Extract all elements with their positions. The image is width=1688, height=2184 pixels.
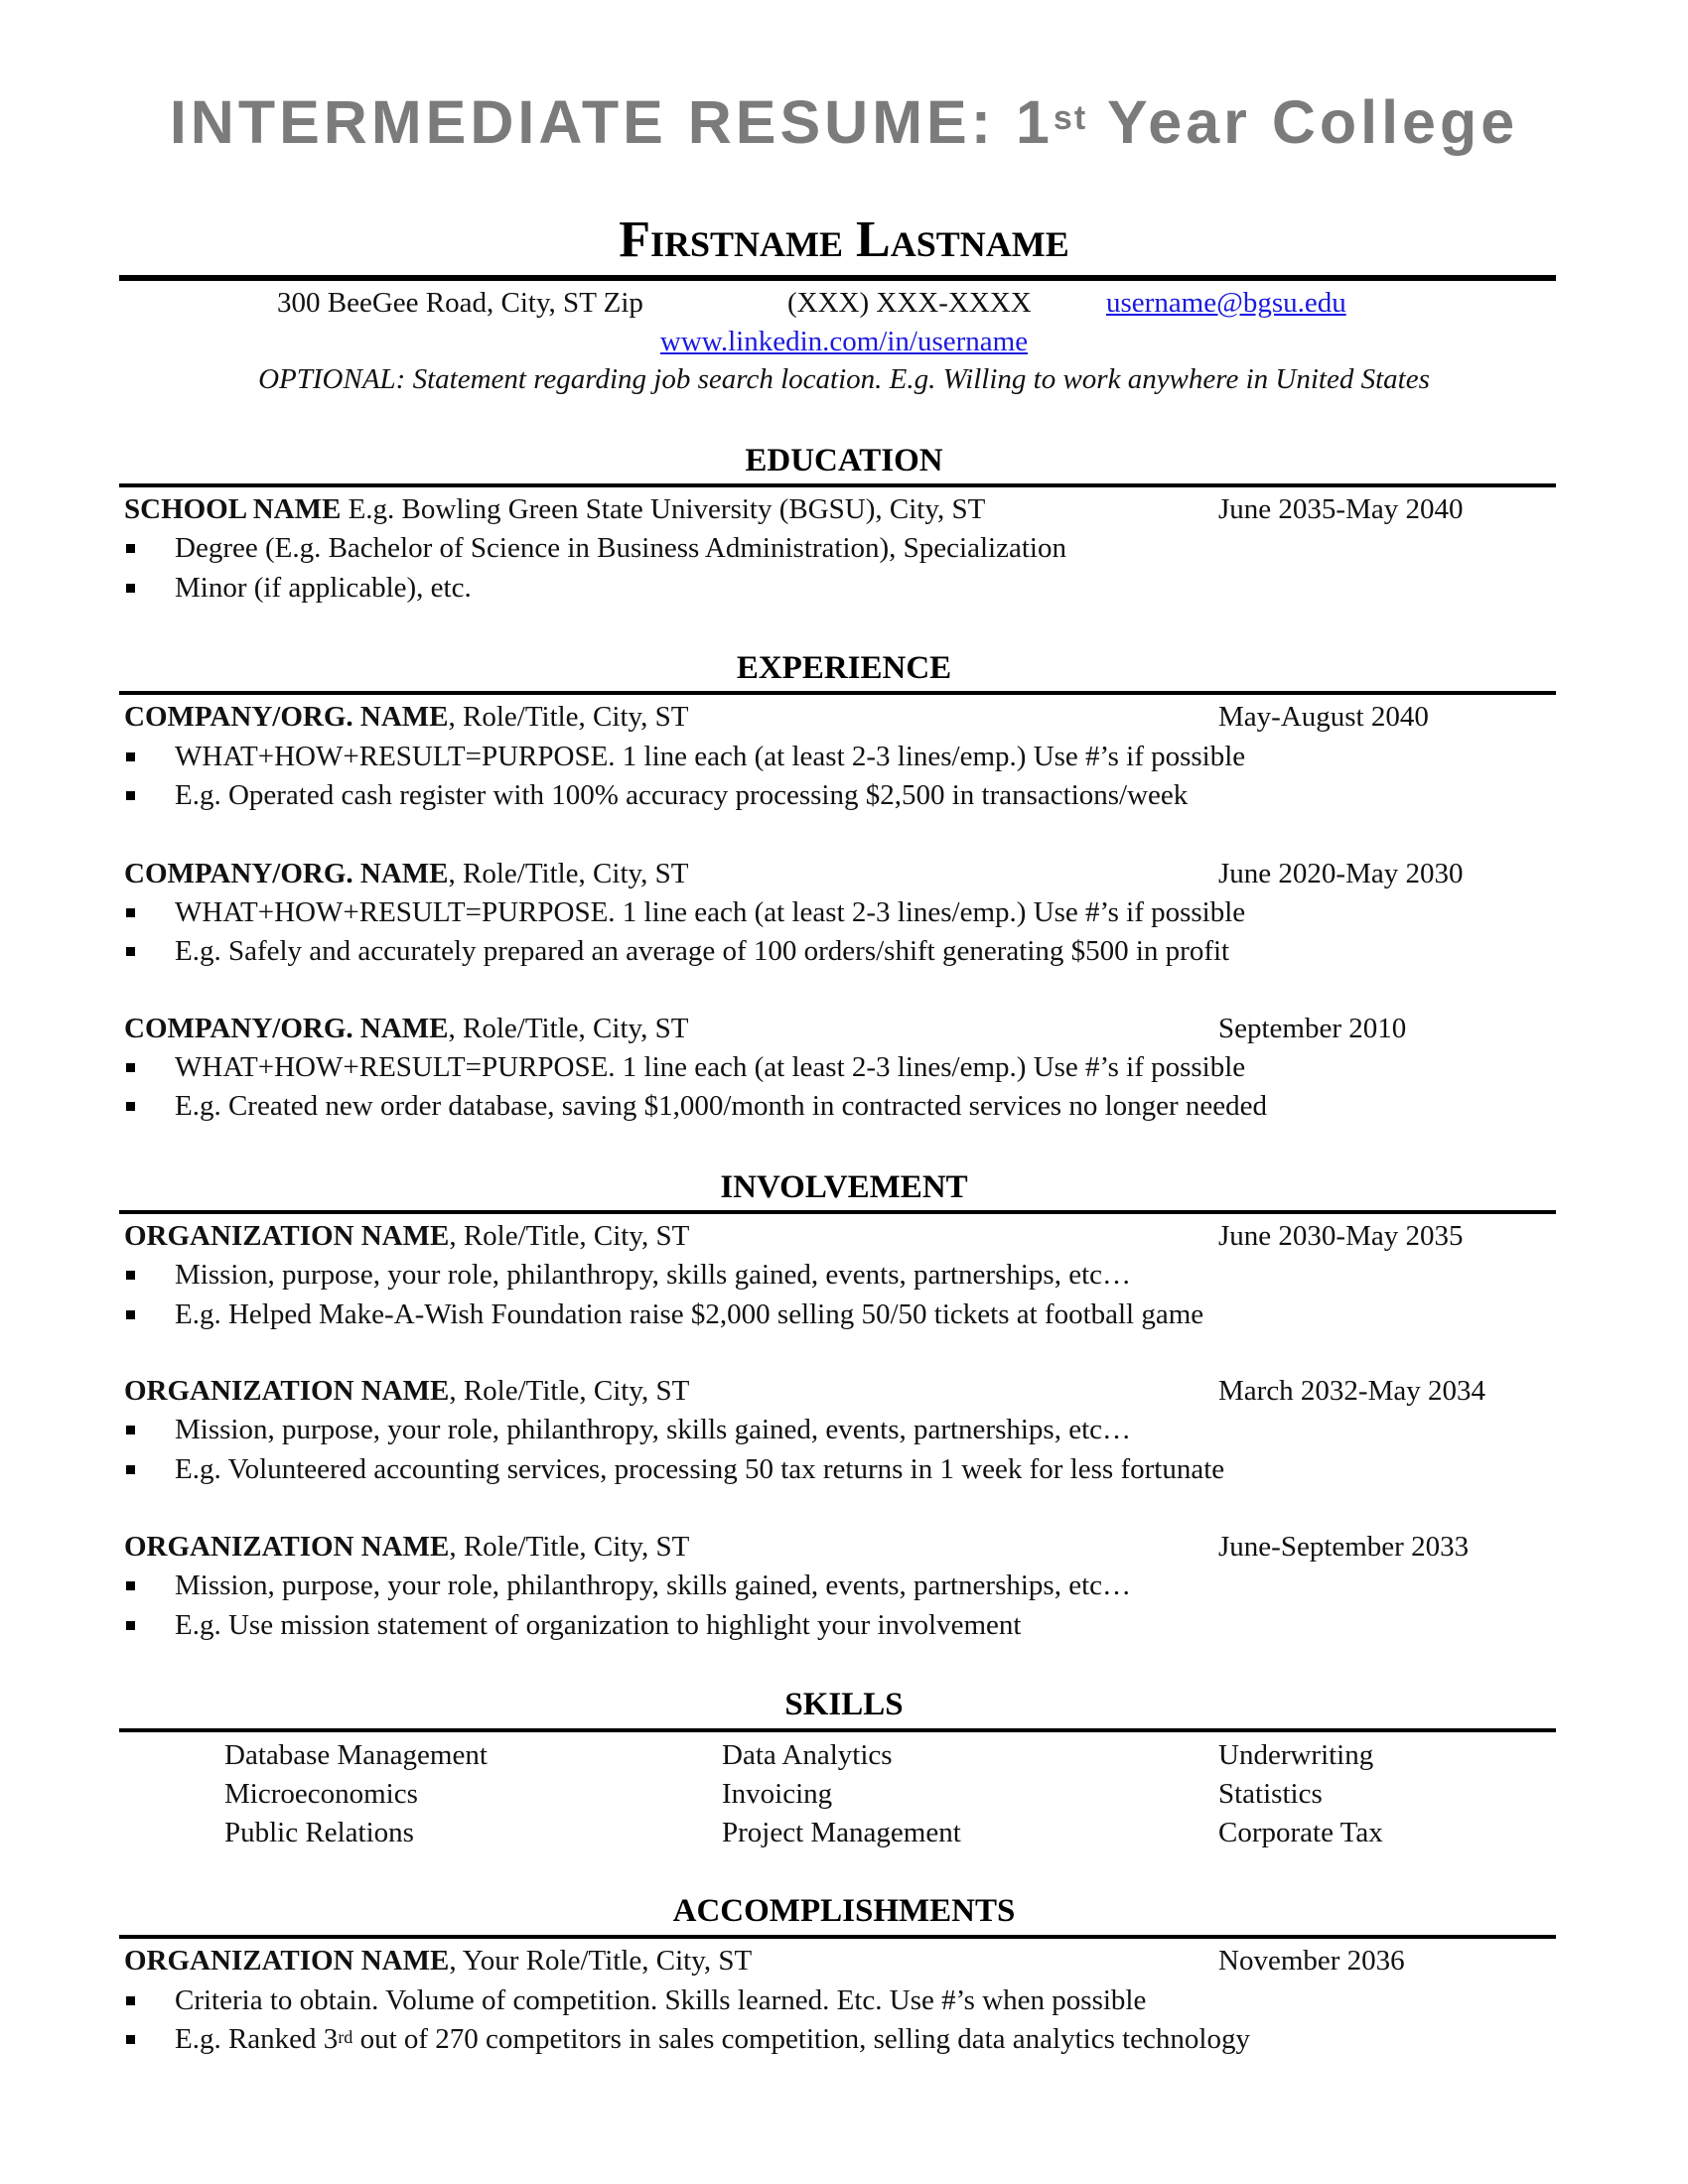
school-detail: E.g. Bowling Green State University (BGSU), City, ST (341, 493, 986, 525)
document-title-prefix: INTERMEDIATE RESUME: 1 (169, 88, 1054, 156)
organization-detail: , Role/Title, City, ST (449, 1531, 690, 1563)
section-divider-experience (119, 691, 1556, 695)
bullet-text: E.g. Use mission statement of organization to highlight your involvement (175, 1609, 1022, 1641)
bullet-icon (126, 1426, 135, 1434)
section-heading-involvement: INVOLVEMENT (720, 1169, 968, 1205)
entry-title (124, 1373, 689, 1409)
entry-title (124, 1529, 689, 1565)
bullet-icon (126, 1102, 135, 1111)
skill-item: Public Relations (224, 1817, 414, 1848)
document-title (0, 87, 1688, 157)
optional-statement: OPTIONAL: Statement regarding job search location. E.g. Willing to work anywhere in United States (258, 363, 1430, 395)
bullet-icon (126, 2035, 135, 2044)
bullet-icon (126, 1310, 135, 1319)
bullet-text: WHAT+HOW+RESULT=PURPOSE. 1 line each (at least 2-3 lines/emp.) Use #’s if possible (175, 1051, 1246, 1083)
entry-title (124, 856, 688, 891)
document-title-superscript: st (1053, 99, 1088, 137)
organization-detail: , Your Role/Title, City, ST (449, 1945, 753, 1977)
bullet-icon (126, 1996, 135, 2005)
bullet-text: Minor (if applicable), etc. (175, 572, 472, 604)
section-heading-accomplishments: ACCOMPLISHMENTS (672, 1893, 1016, 1929)
bullet-text: E.g. Safely and accurately prepared an average of 100 orders/shift generating $500 in profit (175, 935, 1230, 967)
bullet-icon (126, 544, 135, 553)
entry-date: June 2020-May 2030 (1218, 858, 1464, 889)
organization-name: ORGANIZATION NAME (124, 1375, 450, 1407)
organization-name: ORGANIZATION NAME (124, 1531, 450, 1563)
ordinal-suffix: rd (338, 2027, 353, 2047)
skill-item: Project Management (722, 1817, 961, 1848)
school-name: SCHOOL NAME (124, 493, 342, 525)
bullet-text: E.g. Operated cash register with 100% accuracy processing $2,500 in transactions/week (175, 779, 1189, 811)
company-detail: , Role/Title, City, ST (448, 1013, 689, 1044)
bullet-text: WHAT+HOW+RESULT=PURPOSE. 1 line each (at least 2-3 lines/emp.) Use #’s if possible (175, 741, 1246, 772)
company-detail: , Role/Title, City, ST (448, 701, 689, 733)
bullet-text (175, 2021, 1250, 2057)
bullet-text: E.g. Created new order database, saving $1,000/month in contracted services no longer needed (175, 1090, 1268, 1122)
skill-item: Data Analytics (722, 1739, 893, 1771)
organization-name: ORGANIZATION NAME (124, 1945, 450, 1977)
section-divider-accomplishments (119, 1935, 1556, 1939)
organization-detail: , Role/Title, City, ST (449, 1375, 690, 1407)
entry-date: June-September 2033 (1218, 1531, 1470, 1563)
section-heading-education: EDUCATION (745, 443, 943, 478)
bullet-icon (126, 791, 135, 800)
organization-name: ORGANIZATION NAME (124, 1220, 450, 1252)
bullet-icon (126, 752, 135, 761)
bullet-text: WHAT+HOW+RESULT=PURPOSE. 1 line each (at least 2-3 lines/emp.) Use #’s if possible (175, 896, 1246, 928)
contact-address: 300 BeeGee Road, City, ST Zip (277, 287, 643, 319)
bullet-icon (126, 1465, 135, 1474)
bullet-icon (126, 584, 135, 593)
bullet-icon (126, 908, 135, 917)
section-divider-involvement (119, 1210, 1556, 1214)
section-heading-experience: EXPERIENCE (736, 650, 952, 686)
bullet-text: Mission, purpose, your role, philanthropy, skills gained, events, partnerships, etc… (175, 1570, 1132, 1601)
company-name: COMPANY/ORG. NAME (124, 1013, 449, 1044)
bullet-icon (126, 1063, 135, 1072)
ranked-text-post: out of 270 competitors in sales competition, selling data analytics technology (352, 2023, 1250, 2055)
linkedin-link[interactable]: www.linkedin.com/in/username (659, 326, 1029, 357)
entry-date: May-August 2040 (1218, 701, 1429, 733)
bullet-text: Degree (E.g. Bachelor of Science in Business Administration), Specialization (175, 532, 1066, 564)
bullet-text: Mission, purpose, your role, philanthropy, skills gained, events, partnerships, etc… (175, 1259, 1132, 1291)
company-detail: , Role/Title, City, ST (448, 858, 689, 889)
entry-date: September 2010 (1218, 1013, 1407, 1044)
skill-item: Underwriting (1218, 1739, 1374, 1771)
skill-item: Invoicing (722, 1778, 833, 1810)
header-divider (119, 275, 1556, 281)
skill-item: Corporate Tax (1218, 1817, 1383, 1848)
section-heading-skills: SKILLS (784, 1687, 904, 1722)
candidate-name: Firstname Lastname (619, 211, 1069, 268)
bullet-icon (126, 947, 135, 956)
entry-title (124, 1218, 689, 1254)
contact-phone: (XXX) XXX-XXXX (787, 287, 1032, 319)
skill-item: Database Management (224, 1739, 488, 1771)
bullet-icon (126, 1271, 135, 1280)
company-name: COMPANY/ORG. NAME (124, 858, 449, 889)
organization-detail: , Role/Title, City, ST (449, 1220, 690, 1252)
entry-title (124, 1011, 688, 1046)
bullet-icon (126, 1581, 135, 1590)
bullet-text: E.g. Volunteered accounting services, processing 50 tax returns in 1 week for less fortunate (175, 1453, 1225, 1485)
entry-date: June 2030-May 2035 (1218, 1220, 1464, 1252)
entry-title (124, 699, 688, 735)
contact-email-link[interactable]: username@bgsu.edu (1106, 287, 1346, 319)
entry-title (124, 1943, 752, 1979)
skill-item: Microeconomics (224, 1778, 418, 1810)
section-divider-skills (119, 1728, 1556, 1732)
entry-date: June 2035-May 2040 (1218, 493, 1464, 525)
bullet-icon (126, 1621, 135, 1630)
document-title-suffix: Year College (1087, 88, 1519, 156)
entry-title (124, 491, 985, 527)
ranked-text-pre: E.g. Ranked 3 (175, 2023, 339, 2055)
company-name: COMPANY/ORG. NAME (124, 701, 449, 733)
entry-date: November 2036 (1218, 1945, 1405, 1977)
bullet-text: Criteria to obtain. Volume of competition. Skills learned. Etc. Use #’s when possible (175, 1984, 1147, 2016)
skill-item: Statistics (1218, 1778, 1323, 1810)
section-divider-education (119, 483, 1556, 487)
entry-date: March 2032-May 2034 (1218, 1375, 1486, 1407)
bullet-text: E.g. Helped Make-A-Wish Foundation raise $2,000 selling 50/50 tickets at football game (175, 1298, 1204, 1330)
bullet-text: Mission, purpose, your role, philanthropy, skills gained, events, partnerships, etc… (175, 1414, 1132, 1445)
